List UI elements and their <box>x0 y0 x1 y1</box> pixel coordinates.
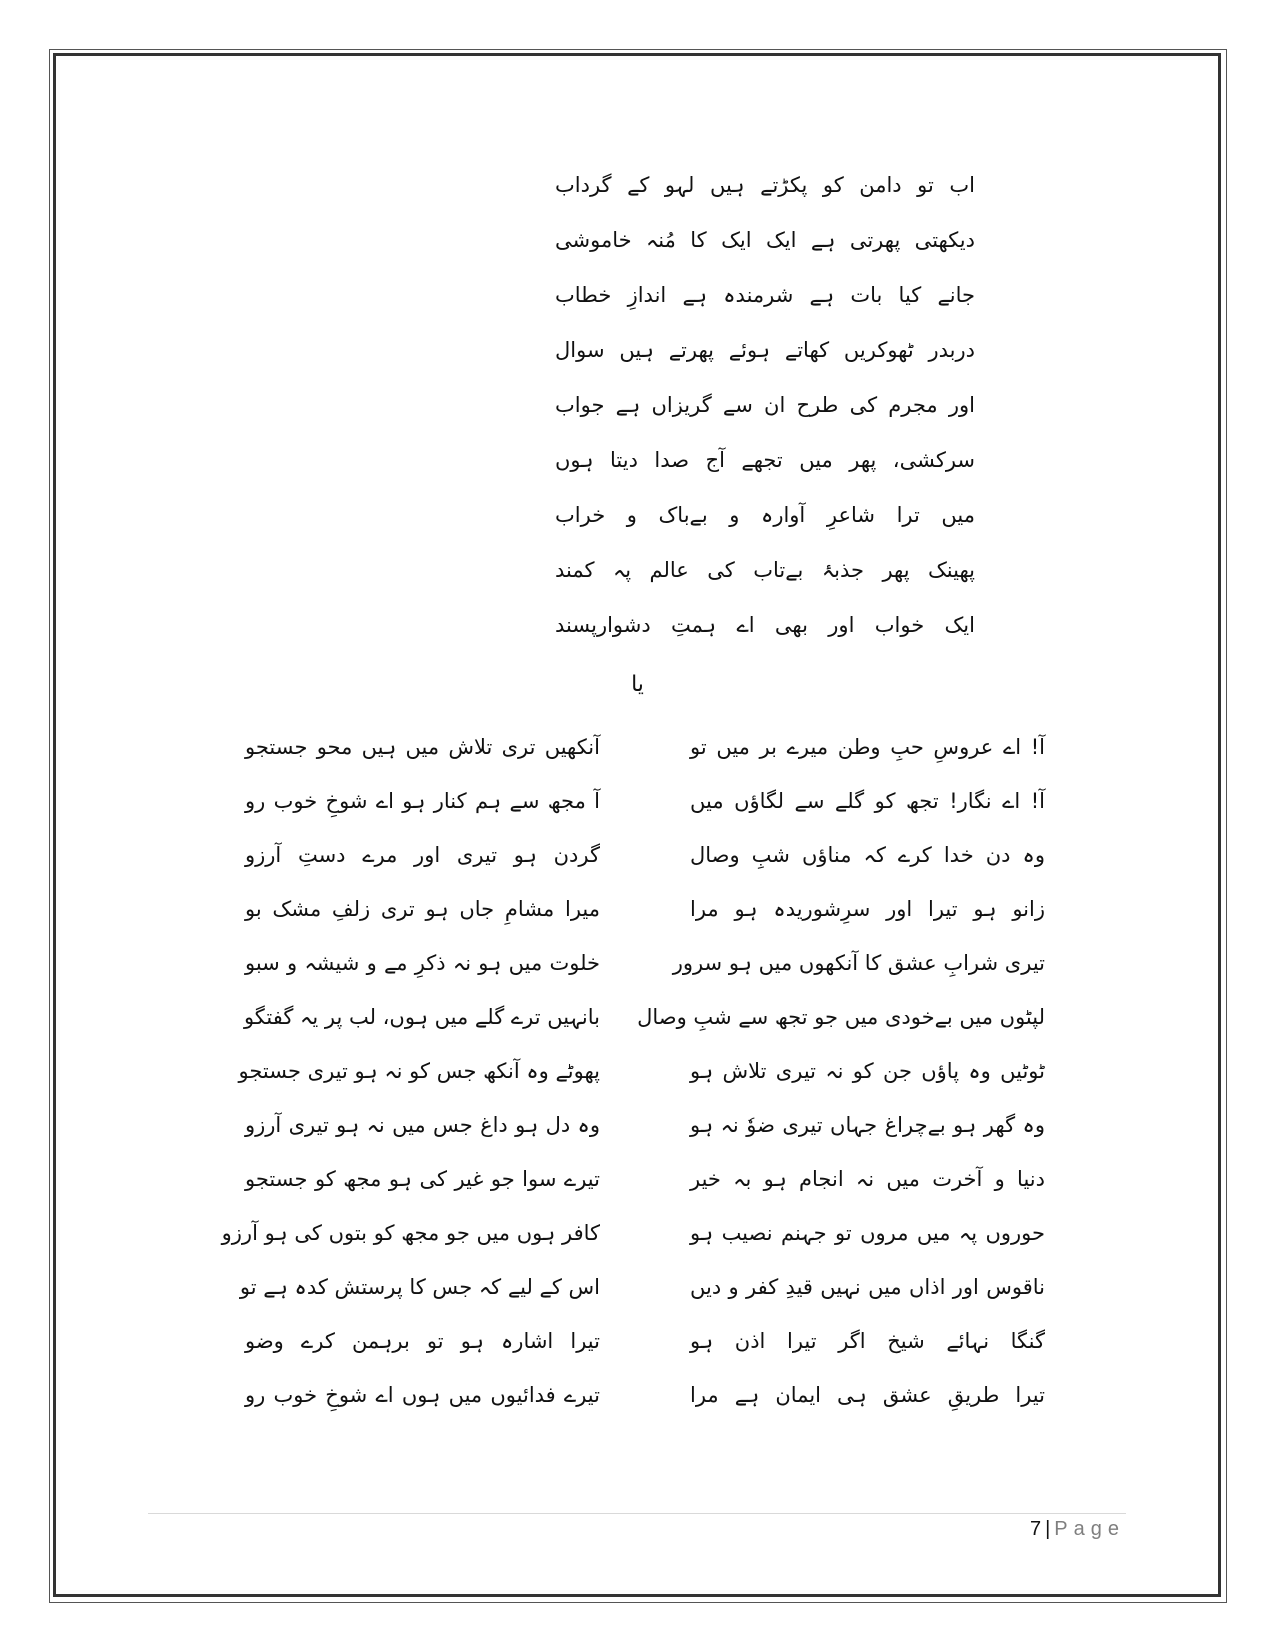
poem-line: میں ترا شاعرِ آوارہ و بےباک و خراب <box>555 503 975 527</box>
verse-line: تیرا اشارہ ہو تو برہمن کرے وضو <box>245 1329 600 1353</box>
verse-line: تیرے فدائیوں میں ہوں اے شوخِ خوب رو <box>245 1383 600 1407</box>
poem-line: سرکشی، پھر میں تجھے آج صدا دیتا ہوں <box>555 448 975 472</box>
verse-line: دنیا و آخرت میں نہ انجام ہو بہ خیر <box>690 1167 1045 1191</box>
verse-line: وہ دل ہو داغ جس میں نہ ہو تیری آرزو <box>245 1113 600 1137</box>
poem-line: اور مجرم کی طرح ان سے گریزاں ہے جواب <box>555 393 975 417</box>
verse-line: ناقوس اور اذاں میں نہیں قیدِ کفر و دیں <box>690 1275 1045 1299</box>
verse-line: آ! اے نگار! تجھ کو گلے سے لگاؤں میں <box>690 789 1045 813</box>
page-label: Page <box>1054 1518 1125 1540</box>
footer-rule <box>148 1513 1126 1514</box>
poem-line: پھینک پھر جذبۂ بےتاب کی عالم پہ کمند <box>555 558 975 582</box>
poem-line: دربدر ٹھوکریں کھاتے ہوئے پھرتے ہیں سوال <box>555 338 975 362</box>
poem-stanza <box>555 158 975 653</box>
poem-line: ایک خواب اور بھی اے ہمتِ دشوارپسند <box>555 613 975 637</box>
verse-line: وہ دن خدا کرے کہ مناؤں شبِ وصال <box>690 843 1045 867</box>
footer-separator: | <box>1045 1518 1051 1540</box>
verse-line: پھوٹے وہ آنکھ جس کو نہ ہو تیری جستجو <box>238 1059 600 1083</box>
poem-line: دیکھتی پھرتی ہے ایک ایک کا مُنہ خاموشی <box>555 228 975 252</box>
poem-line: اب تو دامن کو پکڑتے ہیں لہو کے گرداب <box>555 173 975 197</box>
verse-line: بانہیں ترے گلے میں ہوں، لب پر یہ گفتگو <box>243 1005 600 1029</box>
verse-line: خلوت میں ہو نہ ذکرِ مے و شیشہ و سبو <box>245 951 600 975</box>
poem-line: جانے کیا بات ہے شرمندہ ہے اندازِ خطاب <box>555 283 975 307</box>
verse-line: کافر ہوں میں جو مجھ کو بتوں کی ہو آرزو <box>221 1221 600 1245</box>
verse-line: تیرا طریقِ عشق ہی ایمان ہے مرا <box>690 1383 1045 1407</box>
verse-line: ٹوٹیں وہ پاؤں جن کو نہ تیری تلاش ہو <box>690 1059 1045 1083</box>
verse-line: تیرے سوا جو غیر کی ہو مجھ کو جستجو <box>245 1167 600 1191</box>
verse-line: وہ گھر ہو بےچراغ جہاں تیری ضوٗ نہ ہو <box>690 1113 1045 1137</box>
verse-line: لپٹوں میں بےخودی میں جو تجھ سے شبِ وصال <box>637 1005 1045 1029</box>
verse-line: تیری شرابِ عشق کا آنکھوں میں ہو سرور <box>672 951 1045 975</box>
couplet-first-half-column <box>637 720 1045 1422</box>
page-number: 7 <box>1029 1518 1042 1540</box>
verse-line: آ! اے عروسِ حبِ وطن میرے بر میں تو <box>690 735 1045 759</box>
verse-line: آنکھیں تری تلاش میں ہیں محو جستجو <box>245 735 600 759</box>
verse-line: میرا مشامِ جاں ہو تری زلفِ مشک بو <box>245 897 600 921</box>
section-divider-word: یا <box>631 672 644 697</box>
page-footer <box>1030 1518 1125 1541</box>
verse-line: زانو ہو تیرا اور سرِشوریدہ ہو مرا <box>690 897 1045 921</box>
verse-line: حوروں پہ میں مروں تو جہنم نصیب ہو <box>690 1221 1045 1245</box>
verse-line: آ مجھ سے ہم کنار ہو اے شوخِ خوب رو <box>245 789 600 813</box>
verse-line: اس کے لیے کہ جس کا پرستش کدہ ہے تو <box>239 1275 600 1299</box>
verse-line: گردن ہو تیری اور مرے دستِ آرزو <box>245 843 600 867</box>
couplet-second-half-column <box>221 720 600 1422</box>
verse-line: گنگا نہائے شیخ اگر تیرا اذن ہو <box>690 1329 1045 1353</box>
